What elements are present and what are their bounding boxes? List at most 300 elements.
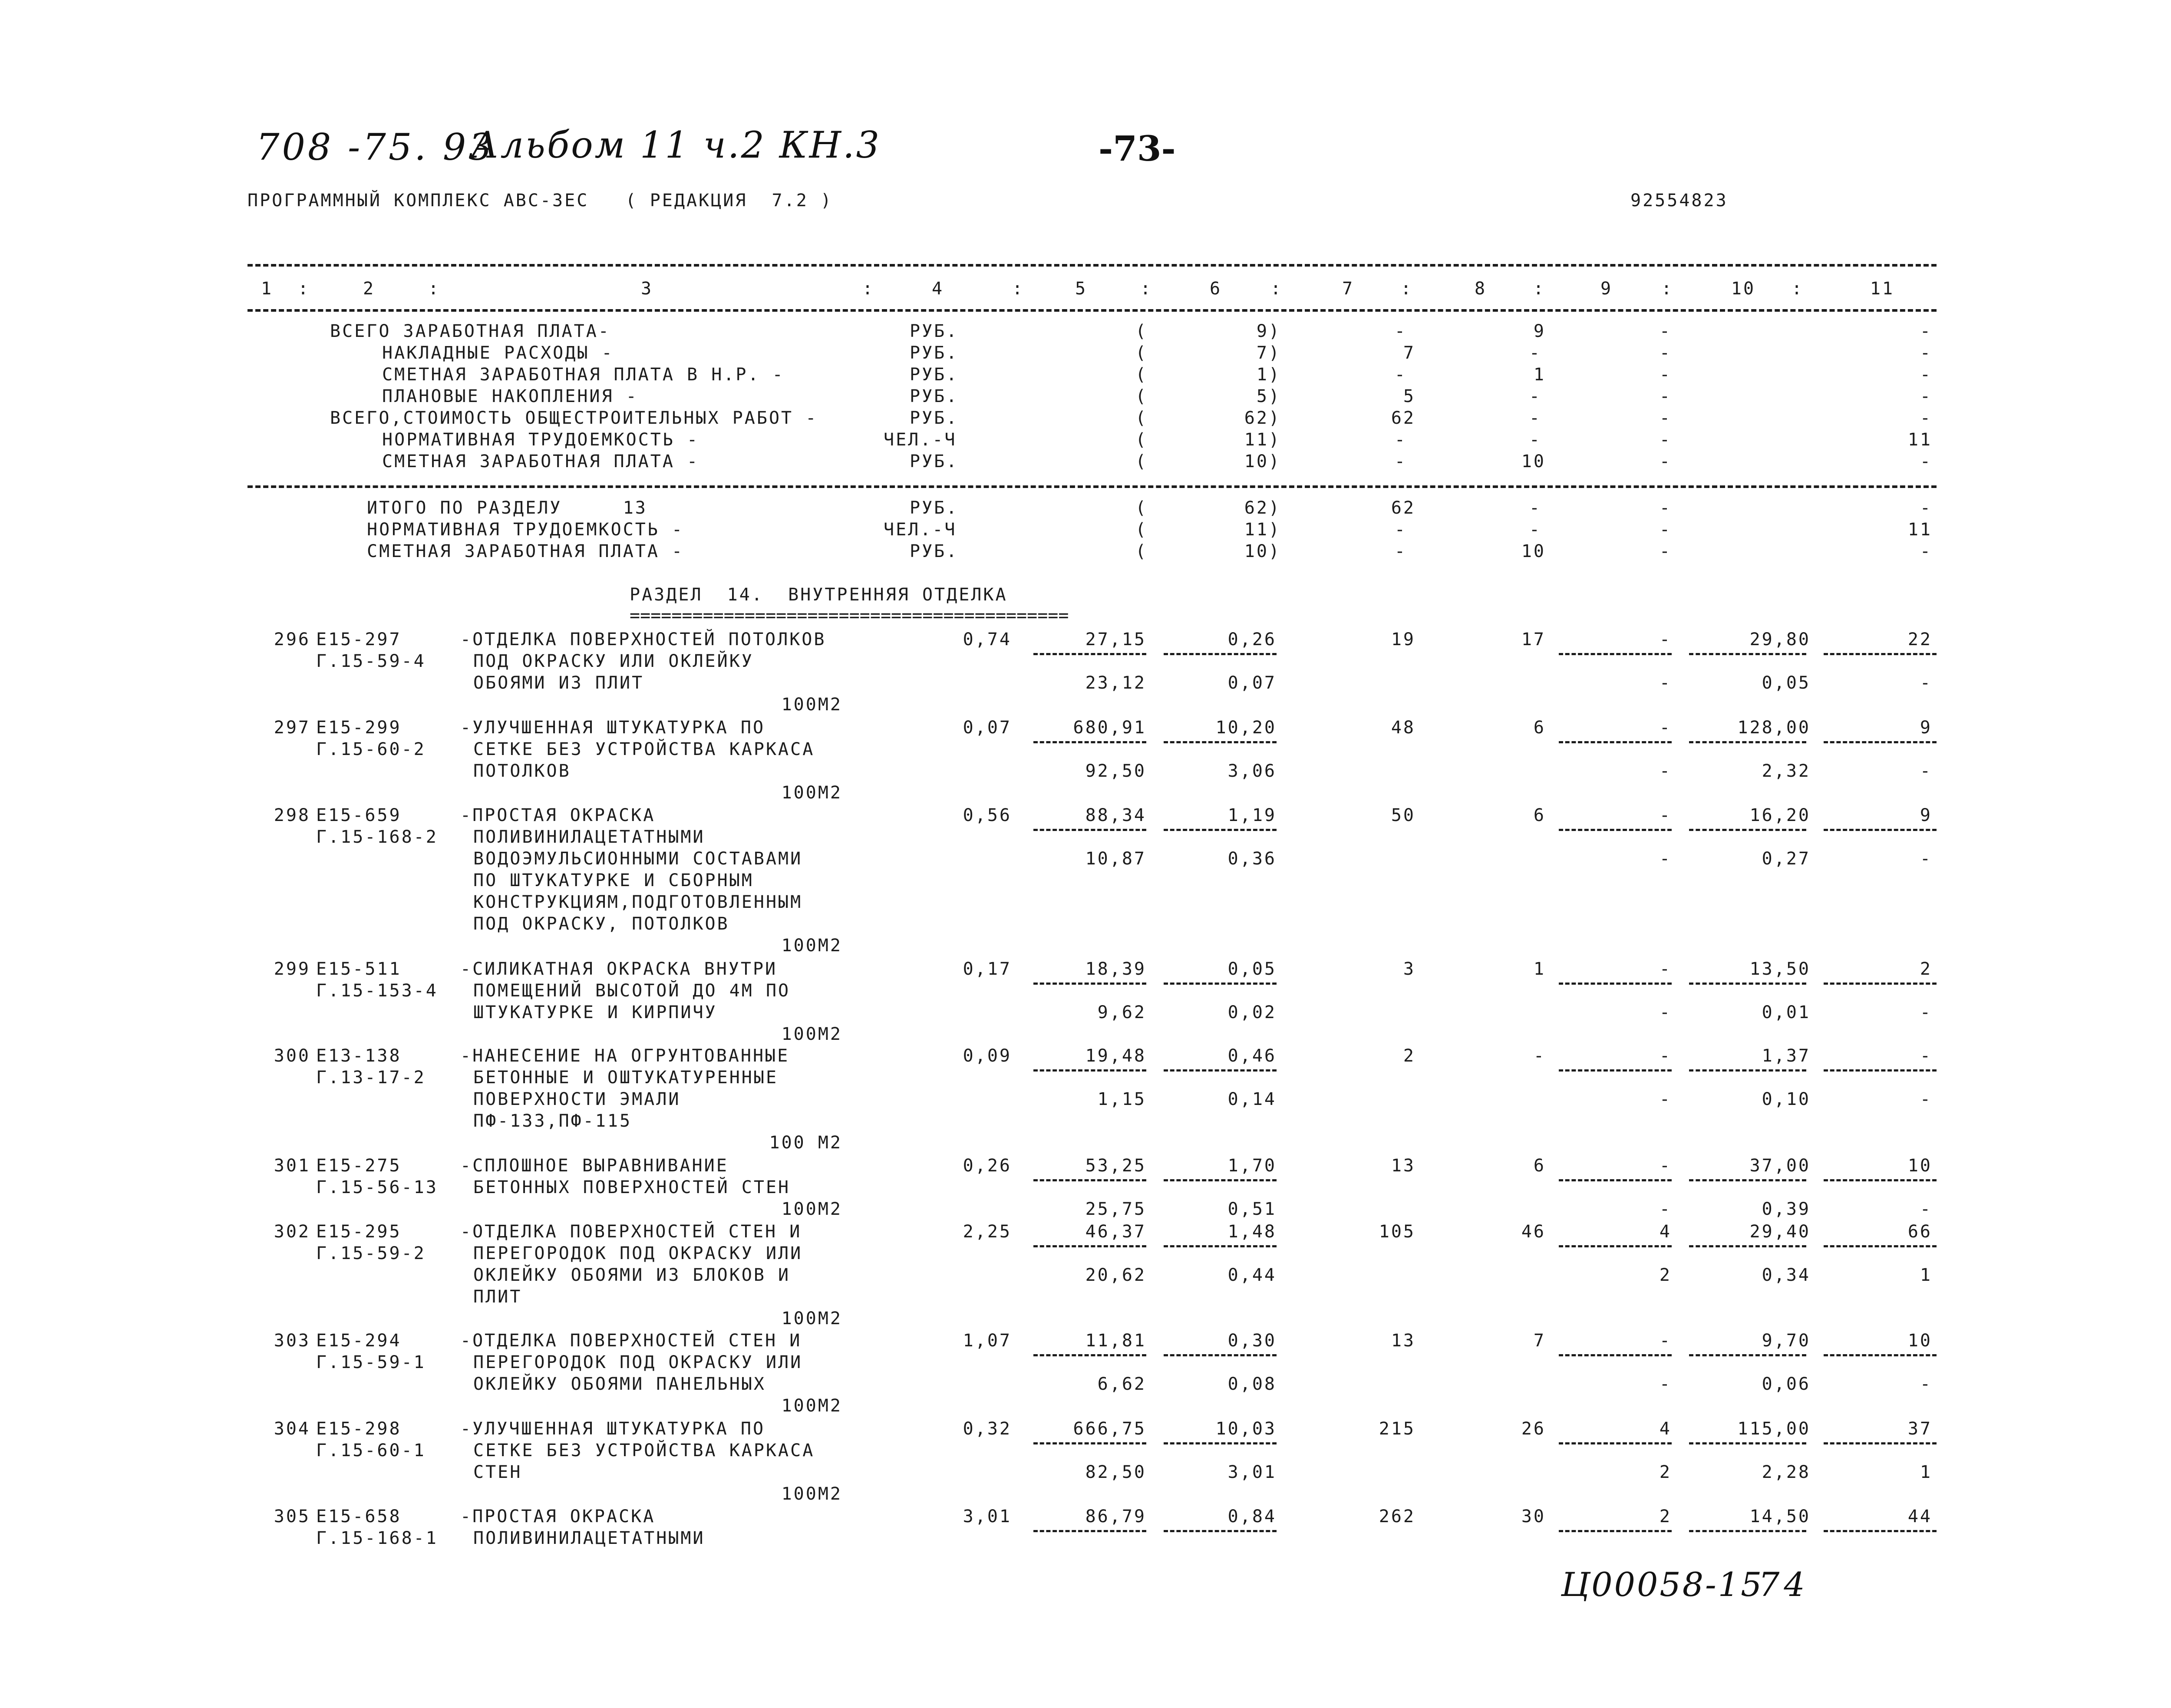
item-col10-salary: 0,27: [1762, 849, 1811, 869]
item-col5: 18,39: [1085, 959, 1146, 979]
summary-col7: 62: [1391, 408, 1415, 428]
summary-unit: ЧЕЛ.-Ч: [884, 430, 957, 450]
underline-rule: [1559, 1069, 1672, 1072]
summary-col9: -: [1659, 430, 1672, 450]
item-col10: 29,40: [1749, 1222, 1811, 1242]
section-total-col7: -: [1394, 520, 1407, 540]
item-col5: 88,34: [1085, 805, 1146, 825]
underline-rule: [1824, 829, 1937, 831]
item-col11-salary: 1: [1920, 1462, 1932, 1482]
item-col8: 6: [1533, 718, 1546, 738]
item-col7: 13: [1391, 1331, 1415, 1351]
item-col6: 0,26: [1227, 630, 1277, 650]
item-col6-salary: 0,51: [1227, 1199, 1277, 1219]
item-ref: Г.13-17-2: [316, 1068, 426, 1088]
item-col11-salary: -: [1920, 761, 1932, 781]
summary-col11: -: [1920, 343, 1932, 363]
section-total-label: НОРМАТИВНАЯ ТРУДОЕМКОСТЬ -: [367, 520, 684, 540]
item-description-line: БЕТОННЫХ ПОВЕРХНОСТЕЙ СТЕН: [473, 1177, 791, 1197]
item-unit: 100М2: [781, 783, 842, 803]
summary-col11: -: [1920, 365, 1932, 385]
column-separator: :: [1791, 279, 1804, 299]
underline-rule: [1559, 653, 1672, 655]
item-col5: 19,48: [1085, 1046, 1146, 1066]
item-description-line: ПОЛИВИНИЛАЦЕТАТНЫМИ: [473, 827, 705, 847]
summary-col7: -: [1394, 430, 1407, 450]
item-code: Е15-298: [316, 1419, 402, 1439]
item-unit: 100М2: [781, 1484, 842, 1504]
item-col5-salary: 9,62: [1097, 1002, 1146, 1022]
summary-col8: -: [1529, 386, 1541, 406]
underline-rule: [1824, 741, 1937, 743]
section-total-col7: -: [1394, 541, 1407, 561]
item-col11: 10: [1907, 1156, 1932, 1176]
summary-col9: -: [1659, 365, 1672, 385]
item-col6: 1,19: [1227, 805, 1277, 825]
column-separator: :: [1012, 279, 1025, 299]
item-col5-salary: 20,62: [1085, 1265, 1146, 1285]
column-separator: :: [1661, 279, 1674, 299]
summary-unit: РУБ.: [910, 386, 959, 406]
item-col11: -: [1920, 1046, 1932, 1066]
item-description-line: ПЕРЕГОРОДОК ПОД ОКРАСКУ ИЛИ: [473, 1243, 803, 1263]
underline-rule: [1689, 1245, 1806, 1247]
summary-open-paren: (: [1135, 452, 1148, 472]
summary-open-paren: (: [1135, 430, 1148, 450]
underline-rule: [1824, 1245, 1937, 1247]
summary-col7: 5: [1403, 386, 1415, 406]
item-description-line: СЕТКЕ БЕЗ УСТРОЙСТВА КАРКАСА: [473, 739, 815, 759]
page-number: -73-: [1099, 128, 1176, 169]
summary-col8: -: [1529, 430, 1541, 450]
summary-col8: 1: [1533, 365, 1546, 385]
column-header-5: 5: [1075, 279, 1088, 299]
underline-rule: [1689, 1179, 1806, 1181]
underline-rule: [1033, 1069, 1146, 1072]
item-col9-salary: -: [1659, 1089, 1672, 1109]
item-code: Е15-275: [316, 1156, 402, 1176]
item-col11: 44: [1907, 1507, 1932, 1527]
item-ref: Г.15-59-2: [316, 1243, 426, 1263]
summary-unit: РУБ.: [910, 321, 959, 341]
item-description-line: СТЕН: [473, 1462, 522, 1482]
summary-label: ПЛАНОВЫЕ НАКОПЛЕНИЯ -: [382, 386, 638, 406]
item-description-line: ШТУКАТУРКЕ И КИРПИЧУ: [473, 1002, 717, 1022]
summary-label: ВСЕГО,СТОИМОСТЬ ОБЩЕСТРОИТЕЛЬНЫХ РАБОТ -: [330, 408, 818, 428]
item-description-line: ПОТОЛКОВ: [473, 761, 571, 781]
summary-col11: -: [1920, 321, 1932, 341]
item-col11: 22: [1907, 630, 1932, 650]
underline-rule: [1824, 1530, 1937, 1532]
item-description-line: ПОМЕЩЕНИЙ ВЫСОТОЙ ДО 4М ПО: [473, 981, 791, 1001]
item-col10-salary: 2,32: [1762, 761, 1811, 781]
summary-col8: -: [1529, 408, 1541, 428]
underline-rule: [1689, 1354, 1806, 1356]
summary-col9: -: [1659, 386, 1672, 406]
item-unit: 100М2: [781, 1199, 842, 1219]
item-col5-salary: 82,50: [1085, 1462, 1146, 1482]
item-col10: 37,00: [1749, 1156, 1811, 1176]
summary-paren-value: 1): [1256, 365, 1281, 385]
item-col6-salary: 0,44: [1227, 1265, 1277, 1285]
item-col7: 105: [1379, 1222, 1415, 1242]
item-col10-salary: 0,10: [1762, 1089, 1811, 1109]
item-col7: 215: [1379, 1419, 1415, 1439]
item-description-line: -ПРОСТАЯ ОКРАСКА: [460, 1507, 656, 1527]
summary-col11: -: [1920, 452, 1932, 472]
column-separator: :: [1400, 279, 1413, 299]
item-col5-salary: 10,87: [1085, 849, 1146, 869]
item-col9: -: [1659, 718, 1672, 738]
section-total-col8: -: [1529, 520, 1541, 540]
item-col6-salary: 0,08: [1227, 1374, 1277, 1394]
item-col5: 27,15: [1085, 630, 1146, 650]
item-description-line: -УЛУЧШЕННАЯ ШТУКАТУРКА ПО: [460, 718, 765, 738]
section-total-open-paren: (: [1135, 520, 1148, 540]
item-col6: 0,84: [1227, 1507, 1277, 1527]
summary-col9: -: [1659, 343, 1672, 363]
item-col8: 26: [1521, 1419, 1546, 1439]
summary-open-paren: (: [1135, 365, 1148, 385]
underline-rule: [1689, 653, 1806, 655]
item-col8: 46: [1521, 1222, 1546, 1242]
underline-rule: [1824, 1442, 1937, 1444]
underline-rule: [1559, 829, 1672, 831]
summary-label: НОРМАТИВНАЯ ТРУДОЕМКОСТЬ -: [382, 430, 699, 450]
summary-col11: -: [1920, 408, 1932, 428]
underline-rule: [1824, 1069, 1937, 1072]
item-col6: 1,48: [1227, 1222, 1277, 1242]
item-ref: Г.15-153-4: [316, 981, 438, 1001]
item-col6-salary: 3,01: [1227, 1462, 1277, 1482]
item-quantity: 0,26: [963, 1156, 1012, 1176]
item-col7: 262: [1379, 1507, 1415, 1527]
item-col6: 10,03: [1215, 1419, 1277, 1439]
underline-rule: [1033, 829, 1146, 831]
item-number: 300: [274, 1046, 310, 1066]
section-total-label: СМЕТНАЯ ЗАРАБОТНАЯ ПЛАТА -: [367, 541, 684, 561]
summary-label: СМЕТНАЯ ЗАРАБОТНАЯ ПЛАТА -: [382, 452, 699, 472]
item-ref: Г.15-56-13: [316, 1177, 438, 1197]
underline-rule: [1824, 653, 1937, 655]
item-col10: 14,50: [1749, 1507, 1811, 1527]
summary-open-paren: (: [1135, 386, 1148, 406]
item-col6-salary: 0,14: [1227, 1089, 1277, 1109]
summary-paren-value: 11): [1244, 430, 1281, 450]
section-total-col9: -: [1659, 541, 1672, 561]
item-col6: 10,20: [1215, 718, 1277, 738]
underline-rule: [1689, 741, 1806, 743]
underline-rule: [1164, 1354, 1277, 1356]
summary-unit: РУБ.: [910, 343, 959, 363]
summary-col9: -: [1659, 408, 1672, 428]
item-col10-salary: 0,05: [1762, 673, 1811, 693]
underline-rule: [1559, 1179, 1672, 1181]
underline-rule: [1033, 1442, 1146, 1444]
item-col11-salary: -: [1920, 849, 1932, 869]
column-header-8: 8: [1474, 279, 1487, 299]
item-description-line: ПО ШТУКАТУРКЕ И СБОРНЫМ: [473, 870, 754, 890]
item-col10: 16,20: [1749, 805, 1811, 825]
item-number: 299: [274, 959, 310, 979]
column-header-10: 10: [1731, 279, 1756, 299]
item-col7: 13: [1391, 1156, 1415, 1176]
column-header-1: 1: [261, 279, 274, 299]
item-ref: Г.15-168-2: [316, 827, 438, 847]
item-quantity: 2,25: [963, 1222, 1012, 1242]
item-description-line: ОБОЯМИ ИЗ ПЛИТ: [473, 673, 644, 693]
item-col9: -: [1659, 630, 1672, 650]
item-col8: -: [1533, 1046, 1546, 1066]
item-col9: -: [1659, 1046, 1672, 1066]
section-total-col8: -: [1529, 498, 1541, 518]
item-description-line: -ПРОСТАЯ ОКРАСКА: [460, 805, 656, 825]
summary-col7: -: [1394, 452, 1407, 472]
column-header-4: 4: [931, 279, 944, 299]
item-col8: 1: [1533, 959, 1546, 979]
item-description-line: ПФ-133,ПФ-115: [473, 1111, 632, 1131]
program-title: ПРОГРАММНЫЙ КОМПЛЕКС АВС-3ЕС ( РЕДАКЦИЯ 7.2 ): [247, 191, 833, 211]
item-col9: -: [1659, 805, 1672, 825]
column-separator: :: [1270, 279, 1283, 299]
item-col5-salary: 23,12: [1085, 673, 1146, 693]
item-col11-salary: -: [1920, 673, 1932, 693]
section-total-unit: РУБ.: [910, 541, 959, 561]
summary-label: СМЕТНАЯ ЗАРАБОТНАЯ ПЛАТА В Н.Р. -: [382, 365, 785, 385]
underline-rule: [1559, 1530, 1672, 1532]
underline-rule: [1164, 829, 1277, 831]
item-number: 297: [274, 718, 310, 738]
underline-rule: [1164, 1442, 1277, 1444]
section-title: РАЗДЕЛ 14. ВНУТРЕННЯЯ ОТДЕЛКА: [630, 585, 1008, 605]
underline-rule: [1559, 983, 1672, 985]
item-col9-salary: -: [1659, 761, 1672, 781]
item-col6-salary: 3,06: [1227, 761, 1277, 781]
item-code: Е15-659: [316, 805, 402, 825]
item-col11-salary: -: [1920, 1002, 1932, 1022]
summary-open-paren: (: [1135, 343, 1148, 363]
item-col7: 3: [1403, 959, 1415, 979]
item-col5-salary: 25,75: [1085, 1199, 1146, 1219]
item-description-line: ПЛИТ: [473, 1287, 522, 1307]
summary-paren-value: 62): [1244, 408, 1281, 428]
item-code: Е15-299: [316, 718, 402, 738]
item-col6: 0,05: [1227, 959, 1277, 979]
item-unit: 100М2: [781, 1309, 842, 1329]
item-number: 301: [274, 1156, 310, 1176]
summary-label: ВСЕГО ЗАРАБОТНАЯ ПЛАТА-: [330, 321, 610, 341]
summary-unit: РУБ.: [910, 365, 959, 385]
underline-rule: [1164, 741, 1277, 743]
underline-rule: [1164, 1530, 1277, 1532]
item-col6: 0,46: [1227, 1046, 1277, 1066]
item-col10-salary: 0,39: [1762, 1199, 1811, 1219]
item-description-line: ПОД ОКРАСКУ, ПОТОЛКОВ: [473, 914, 729, 934]
summary-col11: 11: [1907, 430, 1932, 450]
item-col6: 1,70: [1227, 1156, 1277, 1176]
item-col8: 6: [1533, 805, 1546, 825]
column-header-7: 7: [1342, 279, 1355, 299]
section-title-underline: ==========================================: [630, 606, 1069, 626]
item-number: 304: [274, 1419, 310, 1439]
item-description-line: -СИЛИКАТНАЯ ОКРАСКА ВНУТРИ: [460, 959, 778, 979]
summary-unit: РУБ.: [910, 452, 959, 472]
section-total-unit: ЧЕЛ.-Ч: [884, 520, 957, 540]
underline-rule: [1559, 1245, 1672, 1247]
item-description-line: -ОТДЕЛКА ПОВЕРХНОСТЕЙ СТЕН И: [460, 1331, 802, 1351]
item-col9-salary: -: [1659, 849, 1672, 869]
column-separator: :: [297, 279, 310, 299]
underline-rule: [1559, 741, 1672, 743]
item-col10: 1,37: [1762, 1046, 1811, 1066]
summary-col9: -: [1659, 452, 1672, 472]
item-col10-salary: 0,06: [1762, 1374, 1811, 1394]
item-code: Е15-297: [316, 630, 402, 650]
item-col5: 666,75: [1073, 1419, 1146, 1439]
item-col9: 2: [1659, 1507, 1672, 1527]
item-col9: 4: [1659, 1419, 1672, 1439]
underline-rule: [1824, 1179, 1937, 1181]
summary-col8: 9: [1533, 321, 1546, 341]
underline-rule: [1164, 1245, 1277, 1247]
underline-rule: [1689, 1069, 1806, 1072]
summary-open-paren: (: [1135, 408, 1148, 428]
item-ref: Г.15-60-2: [316, 739, 426, 759]
item-number: 298: [274, 805, 310, 825]
item-description-line: ПОД ОКРАСКУ ИЛИ ОКЛЕЙКУ: [473, 651, 754, 671]
item-col10-salary: 2,28: [1762, 1462, 1811, 1482]
item-col9: 4: [1659, 1222, 1672, 1242]
summary-col7: -: [1394, 365, 1407, 385]
summary-col11: -: [1920, 386, 1932, 406]
item-col10: 128,00: [1737, 718, 1811, 738]
item-col11: 2: [1920, 959, 1932, 979]
handwritten-footer-page: 74: [1759, 1565, 1809, 1604]
item-col6: 0,30: [1227, 1331, 1277, 1351]
summary-open-paren: (: [1135, 321, 1148, 341]
section-total-open-paren: (: [1135, 541, 1148, 561]
summary-col7: -: [1394, 321, 1407, 341]
item-col11-salary: -: [1920, 1089, 1932, 1109]
item-description-line: -УЛУЧШЕННАЯ ШТУКАТУРКА ПО: [460, 1419, 765, 1439]
item-col5: 53,25: [1085, 1156, 1146, 1176]
item-col10: 13,50: [1749, 959, 1811, 979]
item-col9: -: [1659, 1331, 1672, 1351]
item-unit: 100 М2: [769, 1133, 842, 1153]
item-description-line: ПОЛИВИНИЛАЦЕТАТНЫМИ: [473, 1528, 705, 1548]
underline-rule: [1689, 983, 1806, 985]
item-ref: Г.15-59-1: [316, 1352, 426, 1372]
item-quantity: 0,17: [963, 959, 1012, 979]
underline-rule: [1033, 983, 1146, 985]
summary-unit: РУБ.: [910, 408, 959, 428]
section-total-col11: -: [1920, 541, 1932, 561]
item-quantity: 0,32: [963, 1419, 1012, 1439]
item-code: Е13-138: [316, 1046, 402, 1066]
underline-rule: [1689, 1530, 1806, 1532]
item-col5: 680,91: [1073, 718, 1146, 738]
summary-col8: -: [1529, 343, 1541, 363]
item-code: Е15-658: [316, 1507, 402, 1527]
item-code: Е15-294: [316, 1331, 402, 1351]
item-col10: 115,00: [1737, 1419, 1811, 1439]
item-col6-salary: 0,02: [1227, 1002, 1277, 1022]
item-quantity: 0,56: [963, 805, 1012, 825]
item-description-line: ОКЛЕЙКУ ОБОЯМИ ИЗ БЛОКОВ И: [473, 1265, 791, 1285]
handwritten-album-ref: Альбом 11 ч.2 КН.3: [471, 124, 881, 166]
item-description-line: -НАНЕСЕНИЕ НА ОГРУНТОВАННЫЕ: [460, 1046, 790, 1066]
underline-rule: [1033, 653, 1146, 655]
item-description-line: СЕТКЕ БЕЗ УСТРОЙСТВА КАРКАСА: [473, 1441, 815, 1461]
item-description-line: ОКЛЕЙКУ ОБОЯМИ ПАНЕЛЬНЫХ: [473, 1374, 766, 1394]
item-col9-salary: 2: [1659, 1462, 1672, 1482]
handwritten-footer-code: Ц00058-15: [1561, 1565, 1764, 1604]
summary-paren-value: 5): [1256, 386, 1281, 406]
section-total-col7: 62: [1391, 498, 1415, 518]
item-col8: 6: [1533, 1156, 1546, 1176]
item-ref: Г.15-59-4: [316, 651, 426, 671]
item-col9: -: [1659, 1156, 1672, 1176]
underline-rule: [1033, 1245, 1146, 1247]
item-number: 302: [274, 1222, 310, 1242]
column-header-11: 11: [1870, 279, 1895, 299]
item-col9-salary: -: [1659, 1374, 1672, 1394]
underline-rule: [1033, 1179, 1146, 1181]
item-number: 303: [274, 1331, 310, 1351]
item-unit: 100М2: [781, 1024, 842, 1044]
item-description-line: БЕТОННЫЕ И ОШТУКАТУРЕННЫЕ: [473, 1068, 779, 1088]
item-number: 296: [274, 630, 310, 650]
underline-rule: [1033, 1530, 1146, 1532]
item-col8: 17: [1521, 630, 1546, 650]
item-col6-salary: 0,07: [1227, 673, 1277, 693]
item-col8: 30: [1521, 1507, 1546, 1527]
item-unit: 100М2: [781, 936, 842, 956]
item-col5: 46,37: [1085, 1222, 1146, 1242]
item-code: Е15-511: [316, 959, 402, 979]
item-ref: Г.15-60-1: [316, 1441, 426, 1461]
column-separator: :: [862, 279, 875, 299]
item-number: 305: [274, 1507, 310, 1527]
underline-rule: [1559, 1442, 1672, 1444]
section-total-label: ИТОГО ПО РАЗДЕЛУ 13: [367, 498, 647, 518]
item-col9-salary: -: [1659, 1199, 1672, 1219]
underline-rule: [1164, 983, 1277, 985]
underline-rule: [1824, 983, 1937, 985]
item-description-line: ПЕРЕГОРОДОК ПОД ОКРАСКУ ИЛИ: [473, 1352, 803, 1372]
item-col5-salary: 1,15: [1097, 1089, 1146, 1109]
summary-paren-value: 7): [1256, 343, 1281, 363]
item-col10-salary: 0,34: [1762, 1265, 1811, 1285]
item-col11-salary: -: [1920, 1374, 1932, 1394]
underline-rule: [1164, 653, 1277, 655]
item-col6-salary: 0,36: [1227, 849, 1277, 869]
section-total-col8: 10: [1521, 541, 1546, 561]
item-description-line: КОНСТРУКЦИЯМ,ПОДГОТОВЛЕННЫМ: [473, 892, 803, 912]
item-col11-salary: 1: [1920, 1265, 1932, 1285]
summary-col8: 10: [1521, 452, 1546, 472]
item-col7: 2: [1403, 1046, 1415, 1066]
column-header-9: 9: [1600, 279, 1613, 299]
item-col9-salary: -: [1659, 1002, 1672, 1022]
item-col10: 9,70: [1762, 1331, 1811, 1351]
item-description-line: ПОВЕРХНОСТИ ЭМАЛИ: [473, 1089, 681, 1109]
section-total-col11: 11: [1907, 520, 1932, 540]
item-unit: 100М2: [781, 695, 842, 715]
item-description-line: -СПЛОШНОЕ ВЫРАВНИВАНИЕ: [460, 1156, 729, 1176]
item-col11: 37: [1907, 1419, 1932, 1439]
item-col5: 86,79: [1085, 1507, 1146, 1527]
